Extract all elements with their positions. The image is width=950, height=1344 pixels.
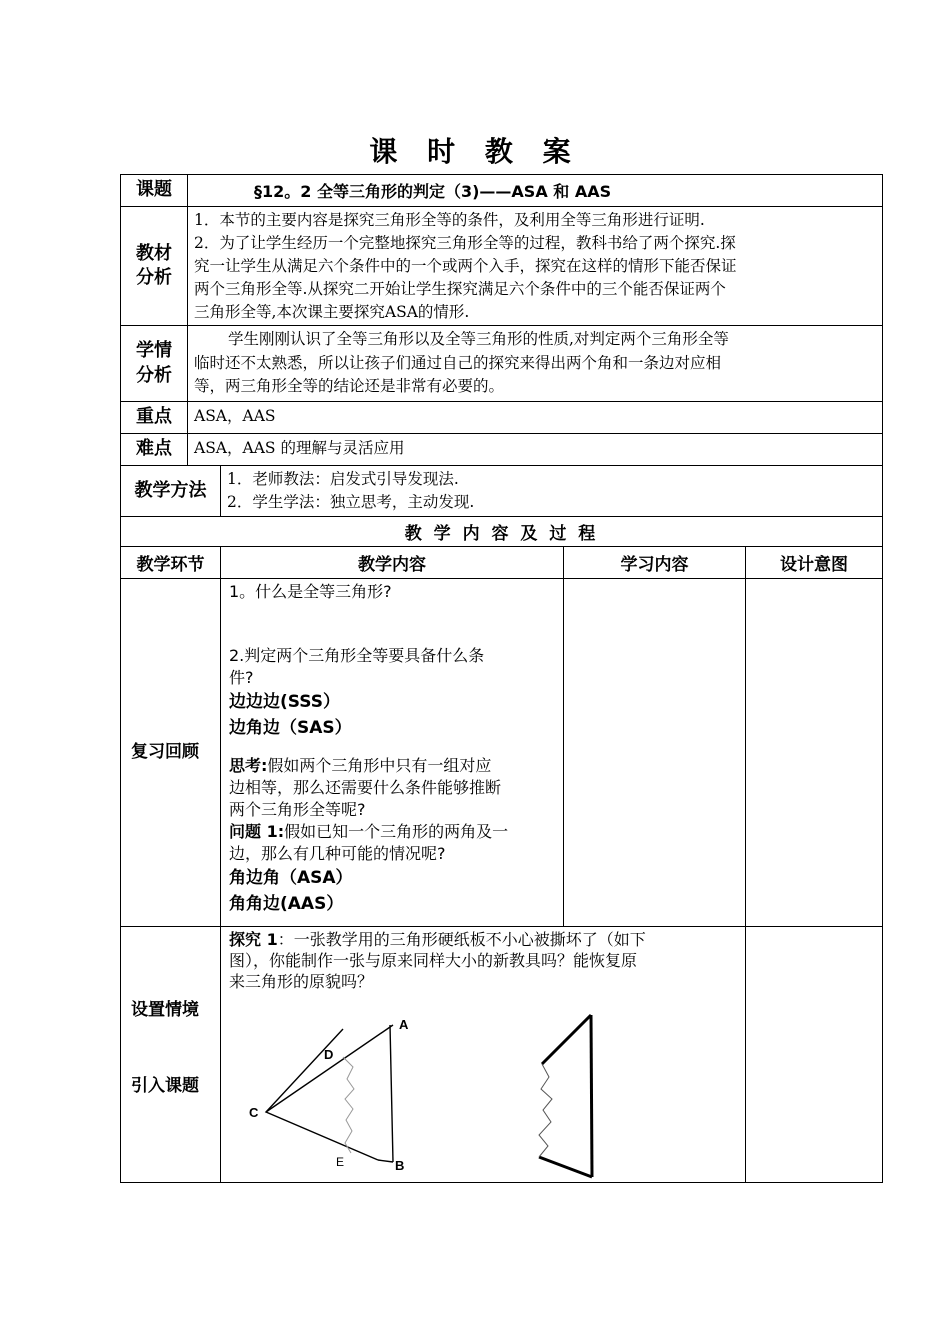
col-intent-label: 设计意图 [780,555,848,575]
method-content [220,465,883,517]
section-heading-cell [120,516,883,547]
keypoint-label-cell [120,401,188,434]
review-think-label: 思考: [229,756,268,775]
point-label-C: C [249,1105,259,1120]
col-content-header [220,546,564,579]
material-label-cell [120,206,188,326]
col-learning-label: 学习内容 [620,555,689,575]
review-intent-cell [745,578,883,927]
point-label-A: A [399,1017,409,1032]
torn-edge-right [539,1064,552,1157]
review-asa: 角边角（ASA） [229,868,353,888]
difficulty-label-cell [120,433,188,466]
students-label-cell [120,325,188,402]
material-line: 究一让学生从满足六个条件中的一个或两个入手，探究在这样的情形下能否保证 [194,257,737,275]
scenario-stage-cell [120,926,221,1183]
torn-piece [539,1015,592,1177]
col-learning-header [563,546,746,579]
students-label-2: 分析 [136,364,172,386]
review-aas: 角角边(AAS） [229,894,344,914]
explore-line3: 来三角形的原貌吗？ [229,972,374,991]
material-label-2: 分析 [136,267,172,288]
method-label: 教学方法 [134,479,207,501]
material-label-1: 教材 [136,242,172,264]
review-sss: 边边边(SSS） [229,692,340,712]
method-label-cell [120,465,221,517]
review-content [220,578,564,927]
keypoint-text: ASA，AAS [194,407,276,425]
material-line: 2．为了让学生经历一个完整地探究三角形全等的过程，教科书给了两个探究.探 [194,234,736,252]
col-intent-header [745,546,883,579]
review-stage: 复习回顾 [131,742,199,763]
difficulty-label: 难点 [136,438,172,460]
explore-label: 探究 1 [229,930,278,949]
review-problem-label: 问题 1: [229,822,285,841]
material-line: 两个三角形全等.从探究二开始让学生探究满足六个条件中的三个能否保证两个 [194,280,726,298]
topic-label: 课题 [136,179,172,201]
scenario-content [220,926,746,1183]
students-line: 临时还不太熟悉，所以让孩子们通过自己的探究来得出两个角和一条边对应相 [194,353,722,372]
material-line: 三角形全等,本次课主要探究ASA的情形. [194,303,470,321]
review-problem-line2: 边，那么有几种可能的情况呢? [229,844,446,863]
topic-label-cell [120,174,188,207]
point-label-D: D [324,1047,334,1062]
scenario-intent-cell [745,926,883,1183]
difficulty-text: ASA，AAS 的理解与灵活应用 [194,439,405,457]
review-think-line3: 两个三角形全等呢? [229,800,366,819]
triangle-figures [221,927,745,1182]
keypoint-label: 重点 [136,406,172,428]
review-learning-cell [563,578,746,927]
review-q2-line2: 件? [229,668,254,687]
material-content [187,206,883,326]
keypoint-value [187,401,883,434]
review-stage-cell [120,578,221,927]
topic-value-cell [187,174,883,207]
intact-triangle [266,1025,393,1162]
page-title: 课 时 教 案 [369,135,581,168]
review-think-line1: 假如两个三角形中只有一组对应 [267,756,492,775]
review-q1: 1。什么是全等三角形? [229,582,392,601]
students-label-1: 学情 [136,340,172,362]
review-q2-line1: 2.判定两个三角形全等要具备什么条 [229,646,485,665]
scenario-stage-1: 设置情境 [131,1000,199,1020]
point-label-E: E [336,1155,345,1169]
students-line: 等，两三角形全等的结论还是非常有必要的。 [194,377,505,395]
review-think-line2: 边相等，那么还需要什么条件能够推断 [229,778,502,797]
scenario-stage-2: 引入课题 [131,1076,199,1096]
col-content-label: 教学内容 [358,555,426,575]
col-stage-header [120,546,221,579]
students-content [187,325,883,402]
explore-line2: 图），你能制作一张与原来同样大小的新教具吗？能恢复原 [229,951,638,970]
topic-value: §12。2 全等三角形的判定（3)——ASA 和 AAS [254,182,612,201]
col-stage-label: 教学环节 [136,555,205,575]
method-line: 1．老师教法：启发式引导发现法. [227,470,459,488]
torn-edge-left [343,1057,354,1153]
explore-line1: ：一张教学用的三角形硬纸板不小心被撕坏了（如下 [277,930,646,949]
review-problem-line1: 假如已知一个三角形的两角及一 [284,822,509,841]
difficulty-value [187,433,883,466]
material-line: 1．本节的主要内容是探究三角形全等的条件，及利用全等三角形进行证明. [194,211,705,229]
review-sas: 边角边（SAS） [229,718,352,738]
students-line: 学生刚刚认识了全等三角形以及全等三角形的性质,对判定两个三角形全等 [228,330,729,348]
point-label-B: B [395,1158,405,1173]
method-line: 2．学生学法：独立思考，主动发现. [227,493,475,511]
section-heading: 教 学 内 容 及 过 程 [404,524,599,544]
